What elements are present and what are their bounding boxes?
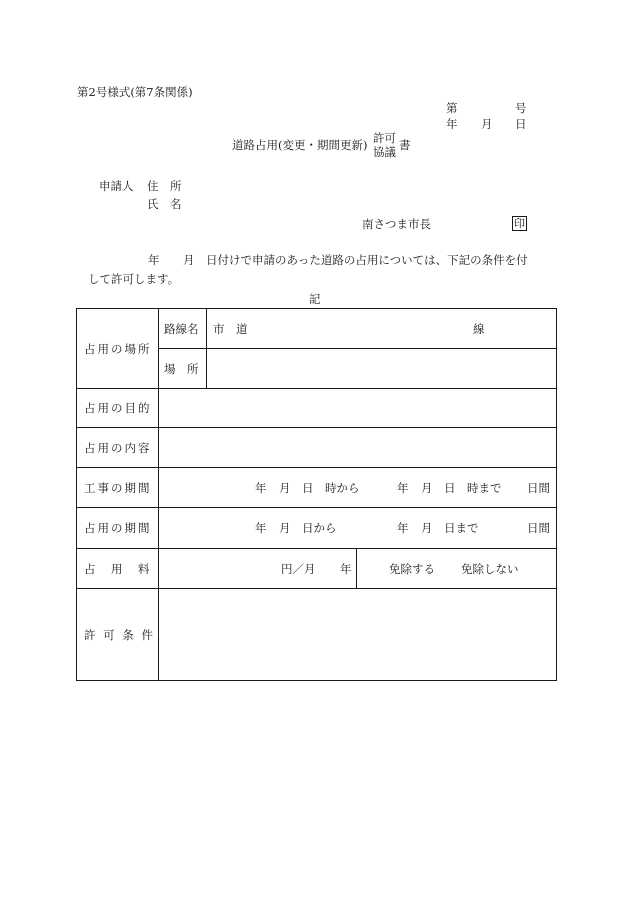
permit-table	[76, 308, 557, 681]
number-go: 号	[515, 101, 527, 115]
form-number: 第2号様式(第7条関係)	[77, 85, 193, 99]
route-city: 市 道	[213, 321, 248, 336]
occupancy-period-cell[interactable]	[159, 508, 557, 549]
c-nen1: 年	[255, 480, 267, 495]
exempt-option[interactable]: 免除する	[389, 561, 435, 576]
route-cell[interactable]	[207, 309, 557, 349]
o-nen1: 年	[255, 521, 267, 535]
route-line: 線	[473, 321, 485, 336]
body-tsuki: 月	[183, 253, 195, 267]
name-label: 氏 名	[147, 197, 182, 211]
not-exempt-option[interactable]: 免除しない	[461, 561, 519, 576]
fee-label: 占 用 料	[77, 549, 159, 589]
route-label: 路線名	[159, 309, 207, 349]
seal-mark	[512, 216, 527, 231]
document-title: 道路占用(変更・期間更新)	[232, 138, 368, 152]
o-tsuki2: 月	[421, 521, 433, 535]
fee-unit: 円／月	[281, 561, 316, 576]
conditions-cell[interactable]	[159, 589, 557, 681]
c-days: 日間	[527, 480, 550, 495]
o-days: 日間	[527, 521, 550, 535]
issuer-name: 南さつま市長	[362, 217, 431, 231]
body-line-2: して許可します。	[88, 272, 180, 286]
purpose-label: 占用の目的	[77, 389, 159, 428]
c-tsuki1: 月	[279, 480, 291, 495]
content-cell[interactable]	[159, 428, 557, 468]
c-from: 時から	[325, 480, 360, 495]
address-label: 住 所	[147, 179, 182, 193]
c-to: 時まで	[467, 480, 502, 495]
body-nen: 年	[148, 253, 160, 267]
title-suffix: 書	[399, 138, 411, 152]
o-from: 日から	[302, 521, 337, 535]
title-option-consult: 協議	[373, 145, 396, 159]
place-label: 場 所	[159, 349, 207, 389]
fee-cell[interactable]	[159, 549, 357, 589]
c-hi2: 日	[444, 480, 456, 495]
number-dai: 第	[446, 101, 458, 115]
purpose-cell[interactable]	[159, 389, 557, 428]
title-option-permit: 許可	[373, 131, 396, 145]
ki-heading: 記	[309, 292, 321, 306]
fee-year: 年	[340, 561, 352, 576]
location-label: 占用の場所	[77, 309, 159, 389]
o-tsuki1: 月	[279, 521, 291, 535]
c-tsuki2: 月	[421, 480, 433, 495]
date-tsuki: 月	[481, 117, 493, 131]
exemption-cell[interactable]	[357, 549, 557, 589]
o-to: 日まで	[444, 521, 479, 535]
body-line-1: 日付けで申請のあった道路の占用については、下記の条件を付	[206, 253, 528, 267]
content-label: 占用の内容	[77, 428, 159, 468]
occupancy-period-label: 占用の期間	[77, 508, 159, 549]
seal-text: 印	[514, 217, 525, 230]
o-nen2: 年	[397, 521, 409, 535]
construction-period-cell[interactable]	[159, 468, 557, 508]
date-hi: 日	[515, 117, 527, 131]
applicant-label: 申請人	[99, 179, 134, 193]
conditions-label: 許 可 条 件	[77, 589, 159, 681]
date-nen: 年	[446, 117, 458, 131]
c-hi1: 日	[302, 480, 314, 495]
construction-period-label: 工事の期間	[77, 468, 159, 508]
c-nen2: 年	[397, 480, 409, 495]
place-cell[interactable]	[207, 349, 557, 389]
